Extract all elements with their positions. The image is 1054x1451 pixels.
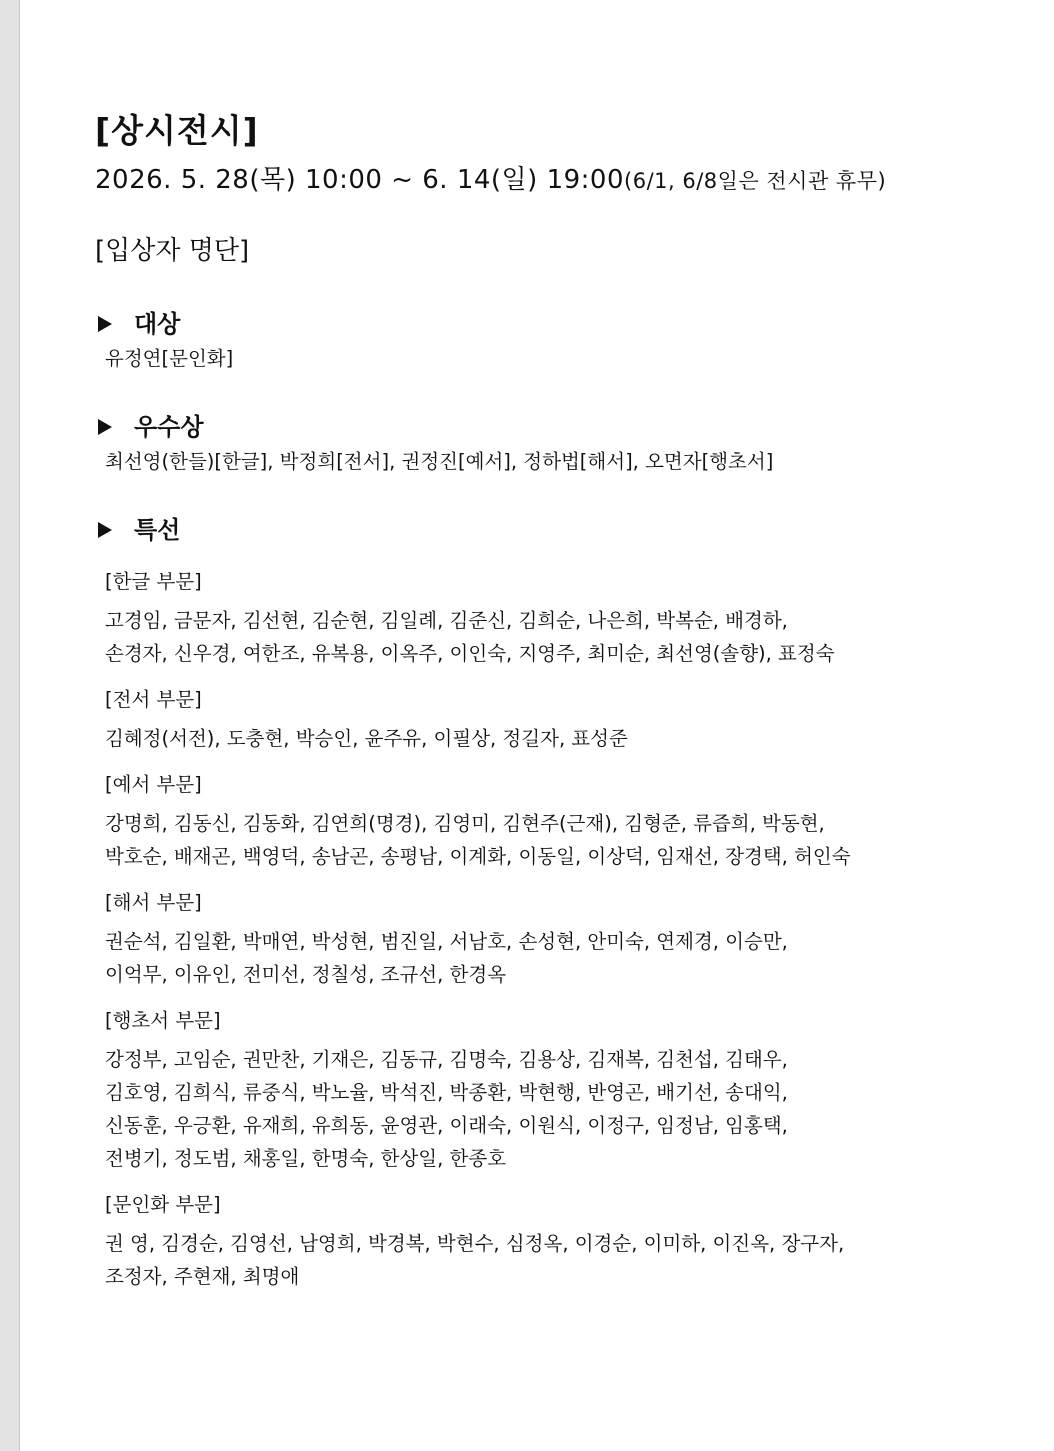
division-label: [문인화 부문] — [105, 1193, 221, 1216]
division-clerical-script — [105, 769, 995, 873]
winners-line: 강명희, 김동신, 김동화, 김연희(명경), 김영미, 김현주(근재), 김형준, 류즙희, 박동현, — [105, 812, 825, 835]
winners-line: 김호영, 김희식, 류중식, 박노율, 박석진, 박종환, 박현행, 반영곤, 배기선, 송대익, — [105, 1081, 788, 1104]
winners-line: 김혜정(서전), 도충현, 박승인, 윤주유, 이필상, 정길자, 표성준 — [105, 727, 628, 750]
winners-line: 권순석, 김일환, 박매연, 박성현, 범진일, 서남호, 손성현, 안미숙, 연제경, 이승만, — [105, 930, 788, 953]
award-excellence — [95, 409, 995, 478]
award-grand-prize — [95, 306, 995, 375]
division-literati-painting — [105, 1189, 995, 1293]
division-winners — [105, 807, 995, 873]
division-label: [행초서 부문] — [105, 1009, 221, 1032]
division-winners — [105, 925, 995, 991]
division-label: [전서 부문] — [105, 688, 202, 711]
exhibition-title: [상시전시] — [95, 111, 259, 150]
division-seal-script — [105, 684, 995, 755]
division-label: [해서 부문] — [105, 891, 202, 914]
division-winners — [105, 1227, 995, 1293]
winners-line: 전병기, 정도범, 채홍일, 한명숙, 한상일, 한종호 — [105, 1147, 507, 1170]
viewer-margin — [0, 0, 20, 1451]
winners-line: 박호순, 배재곤, 백영덕, 송남곤, 송평남, 이계화, 이동일, 이상덕, 임재선, 장경택, 허인숙 — [105, 845, 851, 868]
winners-line: 고경임, 금문자, 김선현, 김순현, 김일례, 김준신, 김희순, 나은희, 박복순, 배경하, — [105, 609, 788, 632]
triangle-bullet-icon — [98, 419, 112, 435]
division-winners — [105, 1043, 995, 1175]
exhibition-dates — [95, 160, 995, 200]
division-winners — [105, 604, 995, 670]
award-winners: 유정연[문인화] — [105, 347, 234, 370]
division-regular-script — [105, 887, 995, 991]
award-label: 우수상 — [134, 413, 204, 441]
winners-line: 강정부, 고임순, 권만찬, 기재은, 김동규, 김명숙, 김용상, 김재복, 김천섭, 김태우, — [105, 1048, 788, 1071]
division-winners — [105, 722, 995, 755]
triangle-bullet-icon — [98, 316, 112, 332]
winners-line: 이억무, 이유인, 전미선, 정칠성, 조규선, 한경옥 — [105, 963, 507, 986]
date-range: 2026. 5. 28(목) 10:00 ~ 6. 14(일) 19:00 — [95, 165, 625, 195]
winners-list-title: [입상자 명단] — [95, 236, 250, 266]
triangle-bullet-icon — [98, 522, 112, 538]
division-label: [예서 부문] — [105, 773, 202, 796]
winners-line: 신동훈, 우긍환, 유재희, 유희동, 윤영관, 이래숙, 이원식, 이정구, 임정남, 임홍택, — [105, 1114, 788, 1137]
document-content — [95, 108, 995, 1293]
division-running-cursive-script — [105, 1005, 995, 1175]
division-label: [한글 부문] — [105, 570, 202, 593]
award-label: 특선 — [134, 516, 181, 544]
division-hangul — [105, 566, 995, 670]
award-special-selection — [95, 512, 995, 1293]
closure-note: (6/1, 6/8일은 전시관 휴무) — [624, 169, 887, 193]
award-label: 대상 — [134, 310, 181, 338]
award-winners: 최선영(한들)[한글], 박정희[전서], 권정진[예서], 정하법[해서], 오면자[행초서] — [105, 450, 774, 473]
winners-line: 조정자, 주현재, 최명애 — [105, 1265, 300, 1288]
winners-line: 권 영, 김경순, 김영선, 남영희, 박경복, 박현수, 심정옥, 이경순, 이미하, 이진옥, 장구자, — [105, 1232, 845, 1255]
document-page — [20, 0, 1054, 1451]
winners-line: 손경자, 신우경, 여한조, 유복용, 이옥주, 이인숙, 지영주, 최미순, 최선영(솔향), 표정숙 — [105, 642, 835, 665]
